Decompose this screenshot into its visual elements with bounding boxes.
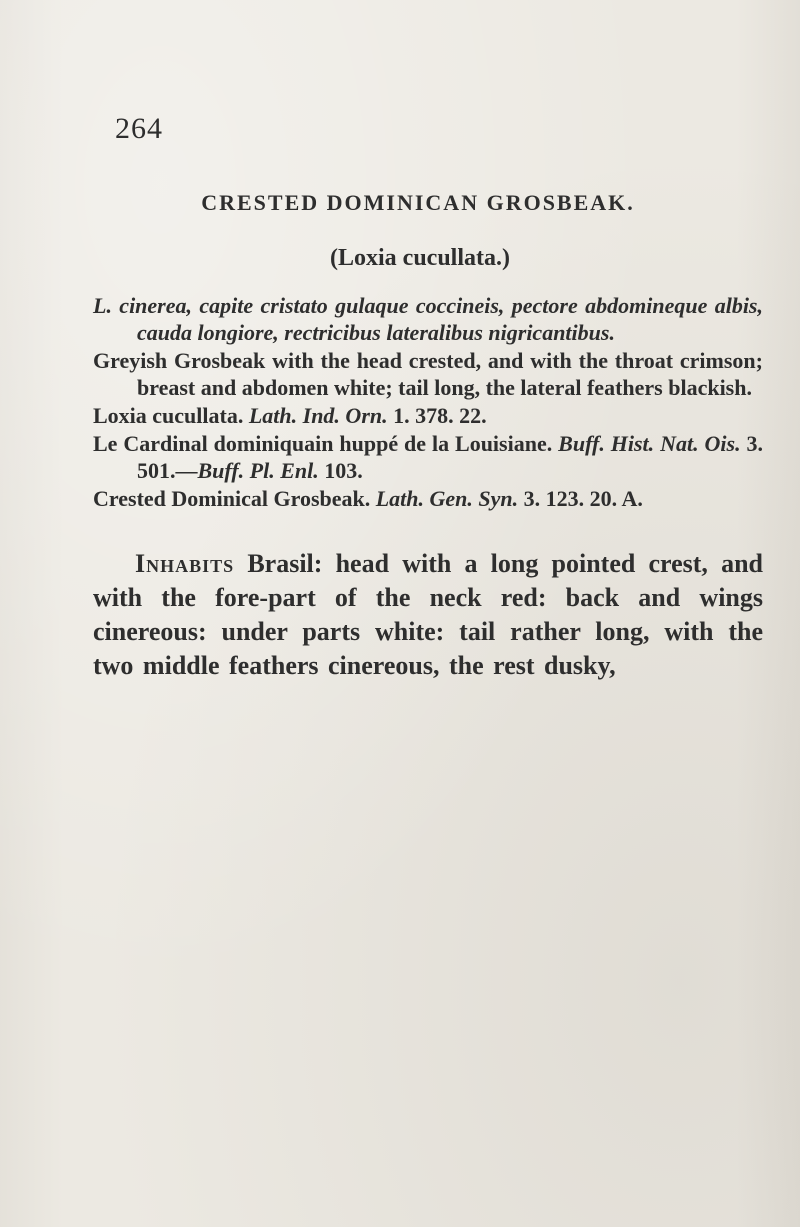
- page-number: 264: [115, 112, 163, 145]
- citation-italic-text: Lath. Ind. Orn.: [248, 403, 388, 428]
- synonymy-list: [93, 292, 763, 513]
- citation-text: 1. 378. 22.: [387, 403, 487, 428]
- synonymy-entry: [93, 430, 763, 484]
- synonymy-entry: [93, 292, 763, 346]
- citation-text: Loxia cucullata.: [93, 403, 249, 428]
- description-paragraph: [93, 547, 763, 683]
- citation-italic-text: L. cinerea, capite cristato gulaque coccineis, pectore abdomineque albis, cauda longiore, rectricibus lateralibus nigricantibus.: [93, 293, 763, 345]
- synonymy-entry: [93, 402, 763, 429]
- citation-text: 103.: [318, 458, 363, 483]
- citation-text: 3. 501.—: [137, 431, 764, 483]
- latin-name: [0, 245, 800, 272]
- citation-text: Crested Dominical Grosbeak.: [93, 486, 376, 511]
- citation-italic-text: Buff. Pl. Enl.: [197, 458, 319, 483]
- description-lead: Inhabits: [135, 549, 235, 578]
- citation-text: 3. 123. 20. A.: [518, 486, 643, 511]
- citation-italic-text: Buff. Hist. Nat. Ois.: [558, 431, 741, 456]
- species-title-text: CRESTED DOMINICAN GROSBEAK.: [201, 190, 635, 215]
- species-title: [0, 190, 800, 216]
- citation-italic-text: Lath. Gen. Syn.: [375, 486, 519, 511]
- synonymy-entry: [93, 347, 763, 401]
- description-text: Brasil: head with a long pointed crest, and with the fore-part of the neck red: back and wings cinereous: under parts white: tail rather long, with the two middle feathers cinereous, the rest dusky,: [93, 549, 763, 680]
- latin-name-text: (Loxia cucullata.): [330, 245, 510, 271]
- citation-text: Le Cardinal dominiquain huppé de la Louisiane.: [93, 431, 559, 456]
- synonymy-entry: [93, 485, 763, 512]
- citation-text: Greyish Grosbeak with the head crested, and with the throat crimson; breast and abdomen white; tail long, the lateral feathers blackish.: [93, 348, 763, 400]
